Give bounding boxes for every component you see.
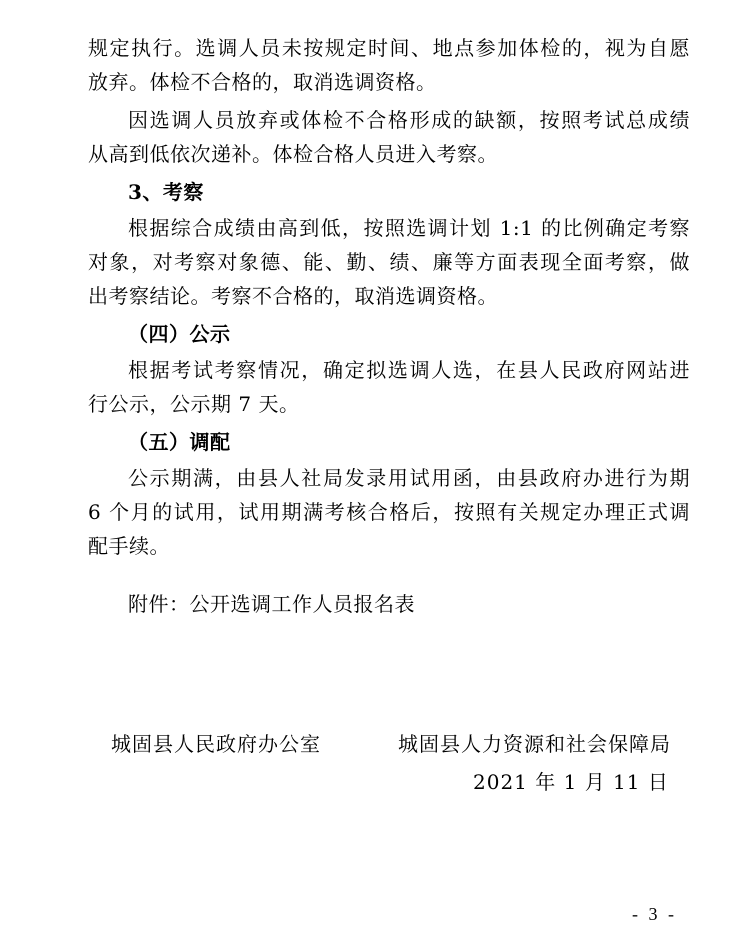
signature-office-right: 城固县人力资源和社会保障局: [398, 732, 671, 756]
paragraph-3-line-2: 对象，对考察对象德、能、勤、绩、廉等方面表现全面考察，做: [88, 250, 690, 274]
signature-office-left: 城固县人民政府办公室: [111, 732, 321, 756]
paragraph-4-line-1: 根据考试考察情况，确定拟选调人选，在县人民政府网站进: [128, 358, 690, 382]
paragraph-2-line-2: 从高到低依次递补。体检合格人员进入考察。: [88, 142, 498, 166]
paragraph-3-line-3: 出考察结论。考察不合格的，取消选调资格。: [88, 284, 498, 308]
page-number: - 3 -: [632, 904, 677, 924]
section-heading-inspection: 3、考察: [128, 180, 204, 204]
paragraph-2-line-1: 因选调人员放弃或体检不合格形成的缺额，按照考试总成绩: [128, 108, 690, 132]
paragraph-1-line-2: 放弃。体检不合格的，取消选调资格。: [88, 70, 437, 94]
section-heading-allocation: （五）调配: [128, 430, 231, 454]
paragraph-3-line-1: 根据综合成绩由高到低，按照选调计划 1:1 的比例确定考察: [128, 216, 690, 240]
signature-date: 2021 年 1 月 11 日: [473, 770, 669, 794]
attachment-note: 附件：公开选调工作人员报名表: [128, 592, 415, 616]
paragraph-5-line-2: 6 个月的试用，试用期满考核合格后，按照有关规定办理正式调: [88, 500, 690, 524]
section-heading-publicity: （四）公示: [128, 322, 231, 346]
paragraph-1-line-1: 规定执行。选调人员未按规定时间、地点参加体检的，视为自愿: [88, 36, 690, 60]
paragraph-5-line-1: 公示期满，由县人社局发录用试用函，由县政府办进行为期: [128, 466, 690, 490]
paragraph-5-line-3: 配手续。: [88, 534, 170, 558]
paragraph-4-line-2: 行公示，公示期 7 天。: [88, 392, 300, 416]
